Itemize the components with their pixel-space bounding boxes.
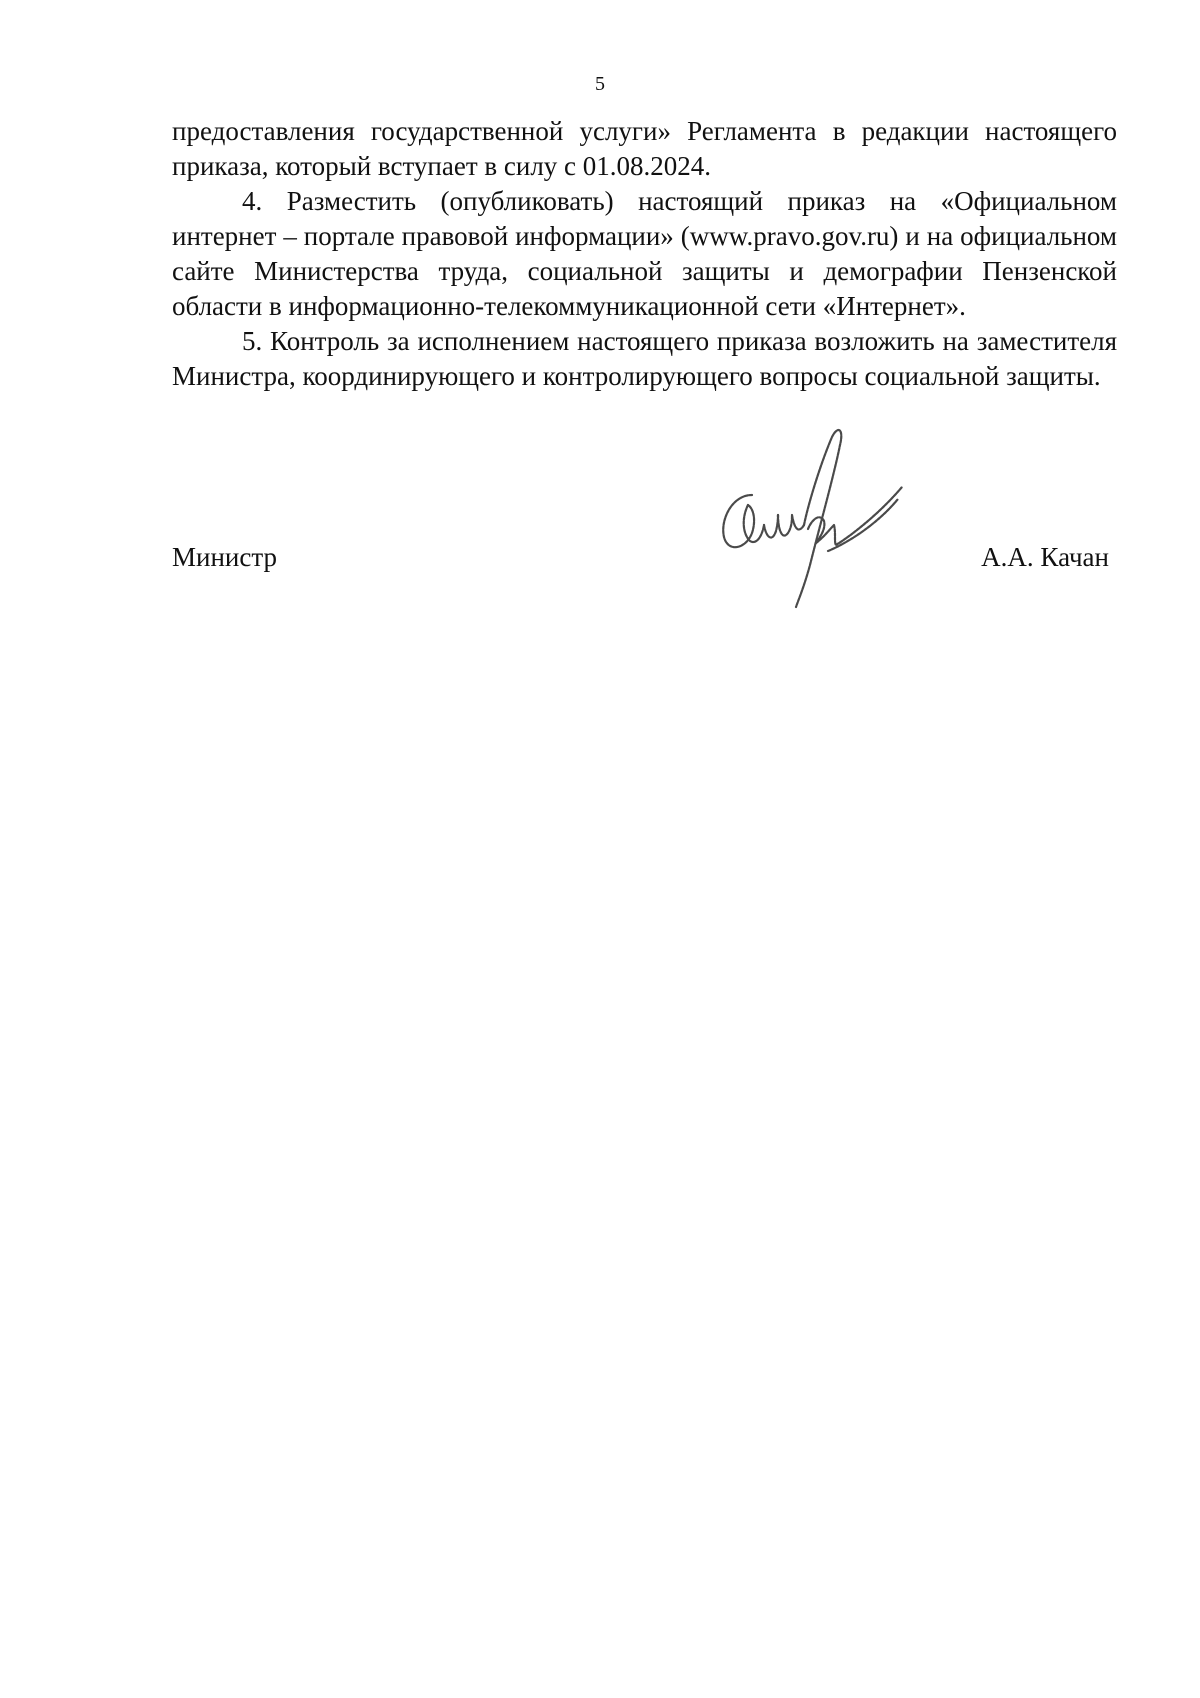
paragraph-item-4: 4. Разместить (опубликовать) настоящий приказ на «Официальном интернет – портале правовой информации» (www.pravo.gov.ru) и на официальном сайте Министерства труда, социальной защиты и демографии Пензенской области в информационно-телекоммуникационной сети «Интернет». xyxy=(172,186,1117,321)
signature-row xyxy=(172,540,1117,580)
paragraph-item-5: 5. Контроль за исполнением настоящего приказа возложить на заместителя Министра, координирующего и контролирующего вопросы социальной защиты. xyxy=(172,326,1117,391)
page-number: 5 xyxy=(595,73,605,95)
signatory-name: А.А. Качан xyxy=(981,542,1109,572)
handwritten-signature xyxy=(712,425,922,635)
signatory-position: Министр xyxy=(172,542,277,572)
paragraph-continuation: предоставления государственной услуги» Регламента в редакции настоящего приказа, который вступает в силу с 01.08.2024. xyxy=(172,116,1117,181)
document-body xyxy=(172,114,1117,394)
